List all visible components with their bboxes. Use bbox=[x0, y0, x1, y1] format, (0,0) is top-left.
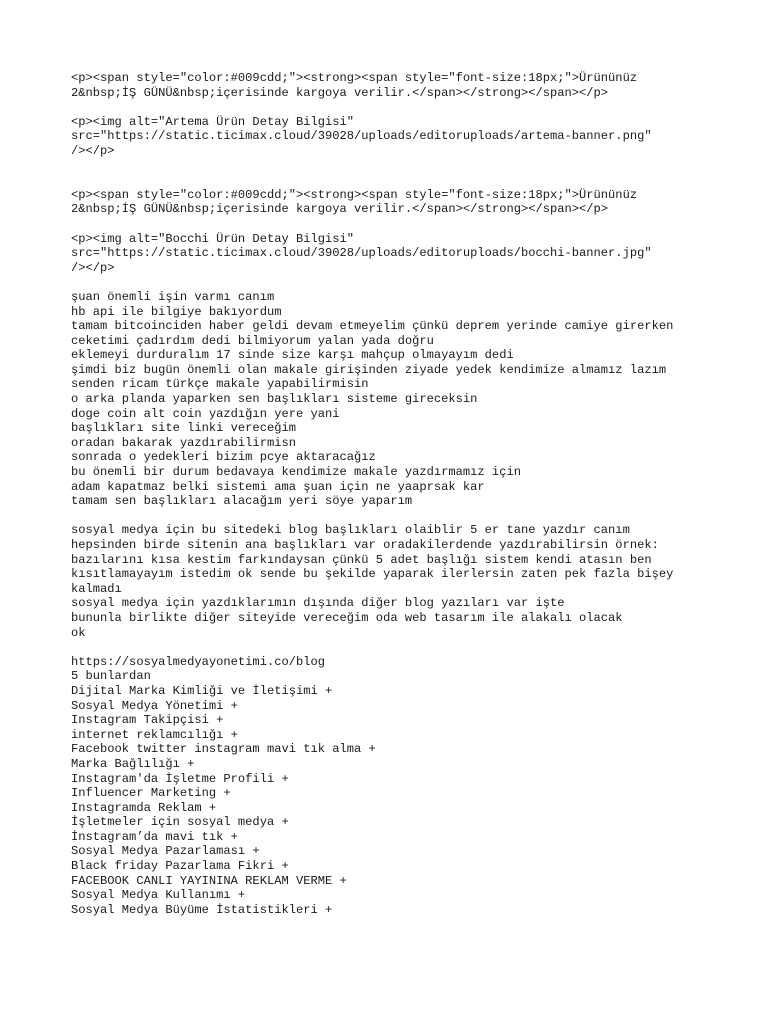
text-line: <p><img alt="Bocchi Ürün Detay Bilgisi" bbox=[71, 231, 355, 246]
text-line: /></p> bbox=[71, 260, 115, 275]
list-item: Sosyal Medya Kullanımı + bbox=[71, 888, 246, 903]
list-item: Dijital Marka Kimliği ve İletişimi + bbox=[71, 683, 333, 698]
text-line: eklemeyi durduralım 17 sinde size karşı mahçup olmayayım dedi bbox=[71, 348, 514, 363]
text-line: hb api ile bilgiye bakıyordum bbox=[71, 304, 282, 319]
list-item: İşletmeler için sosyal medya + bbox=[71, 815, 289, 830]
html-snippet-block bbox=[71, 115, 751, 159]
text-line: 2&nbsp;İŞ GÜNÜ&nbsp;içerisinde kargoya verilir.</span></strong></span></p> bbox=[71, 85, 609, 100]
list-item: İnstagram’da mavi tık + bbox=[71, 829, 238, 844]
text-line: src="https://static.ticimax.cloud/39028/uploads/editoruploads/bocchi-banner.jpg" bbox=[71, 246, 652, 261]
text-line: başlıkları site linki vereceğim bbox=[71, 421, 296, 436]
html-snippet-block bbox=[71, 188, 751, 217]
text-line: kısıtlamayayım istedim ok sende bu şekilde yaparak ilerlersin zaten pek fazla bişey bbox=[71, 567, 674, 582]
text-line: <p><img alt="Artema Ürün Detay Bilgisi" bbox=[71, 114, 355, 129]
blog-title-list bbox=[71, 655, 751, 918]
list-item: Influencer Marketing + bbox=[71, 786, 231, 801]
text-line: 5 bunlardan bbox=[71, 669, 151, 684]
text-line: doge coin alt coin yazdığın yere yani bbox=[71, 406, 340, 421]
text-line: bazılarını kısa kestim farkındaysan çünkü 5 adet başlığı sistem kendi atasın ben bbox=[71, 552, 652, 567]
text-line: bu önemli bir durum bedavaya kendimize makale yazdırmamız için bbox=[71, 465, 521, 480]
text-line: sosyal medya için bu sitedeki blog başlıkları olaiblir 5 er tane yazdır canım bbox=[71, 523, 630, 538]
list-item: FACEBOOK CANLI YAYININA REKLAM VERME + bbox=[71, 873, 347, 888]
list-item: Sosyal Medya Yönetimi + bbox=[71, 698, 238, 713]
chat-paragraph bbox=[71, 523, 751, 640]
text-line: ok bbox=[71, 625, 86, 640]
list-item: Marka Bağlılığı + bbox=[71, 756, 195, 771]
text-line: kalmadı bbox=[71, 581, 122, 596]
list-item: Black friday Pazarlama Fikri + bbox=[71, 859, 289, 874]
html-snippet-block bbox=[71, 71, 751, 100]
text-line: <p><span style="color:#009cdd;"><strong><span style="font-size:18px;">Ürününüz bbox=[71, 187, 638, 202]
text-line: adam kapatmaz belki sistemi ama şuan için ne yaaprsak kar bbox=[71, 479, 485, 494]
text-line: ceketimi çadırdım dedi bilmiyorum yalan yada doğru bbox=[71, 333, 434, 348]
list-item: Facebook twitter instagram mavi tık alma + bbox=[71, 742, 376, 757]
html-snippet-block bbox=[71, 232, 751, 276]
document-body bbox=[71, 71, 751, 917]
text-line: tamam sen başlıkları alacağım yeri söye yaparım bbox=[71, 494, 413, 509]
list-item: Instagramda Reklam + bbox=[71, 800, 217, 815]
text-line: şimdi biz bugün önemli olan makale girişinden ziyade yedek kendimize almamız lazım bbox=[71, 362, 667, 377]
text-line: /></p> bbox=[71, 143, 115, 158]
text-line: src="https://static.ticimax.cloud/39028/uploads/editoruploads/artema-banner.png" bbox=[71, 129, 652, 144]
blog-url: https://sosyalmedyayonetimi.co/blog bbox=[71, 654, 326, 669]
text-line: 2&nbsp;İŞ GÜNÜ&nbsp;içerisinde kargoya verilir.</span></strong></span></p> bbox=[71, 202, 609, 217]
list-item: internet reklamcılığı + bbox=[71, 727, 238, 742]
text-line: <p><span style="color:#009cdd;"><strong><span style="font-size:18px;">Ürününüz bbox=[71, 71, 638, 85]
list-item: Instagram Takipçisi + bbox=[71, 713, 224, 728]
text-line: sosyal medya için yazdıklarımın dışında diğer blog yazıları var işte bbox=[71, 596, 565, 611]
text-line: hepsinden birde sitenin ana başlıkları var oradakilerdende yazdırabilirsin örnek: bbox=[71, 538, 659, 552]
text-line: tamam bitcoinciden haber geldi devam etmeyelim çünkü deprem yerinde camiye girerken bbox=[71, 319, 674, 334]
list-item: Sosyal Medya Büyüme İstatistikleri + bbox=[71, 902, 333, 917]
text-line: bununla birlikte diğer siteyide vereceğim oda web tasarım ile alakalı olacak bbox=[71, 610, 623, 625]
text-line: oradan bakarak yazdırabilirmisn bbox=[71, 435, 296, 450]
text-line: senden ricam türkçe makale yapabilirmisin bbox=[71, 377, 369, 392]
chat-paragraph bbox=[71, 290, 751, 509]
text-line: sonrada o yedekleri bizim pcye aktaracağız bbox=[71, 450, 376, 465]
text-line: şuan önemli işin varmı canım bbox=[71, 289, 275, 304]
list-item: Instagram'da İşletme Profili + bbox=[71, 771, 289, 786]
list-item: Sosyal Medya Pazarlaması + bbox=[71, 844, 260, 859]
text-line: o arka planda yaparken sen başlıkları sisteme gireceksin bbox=[71, 392, 478, 407]
